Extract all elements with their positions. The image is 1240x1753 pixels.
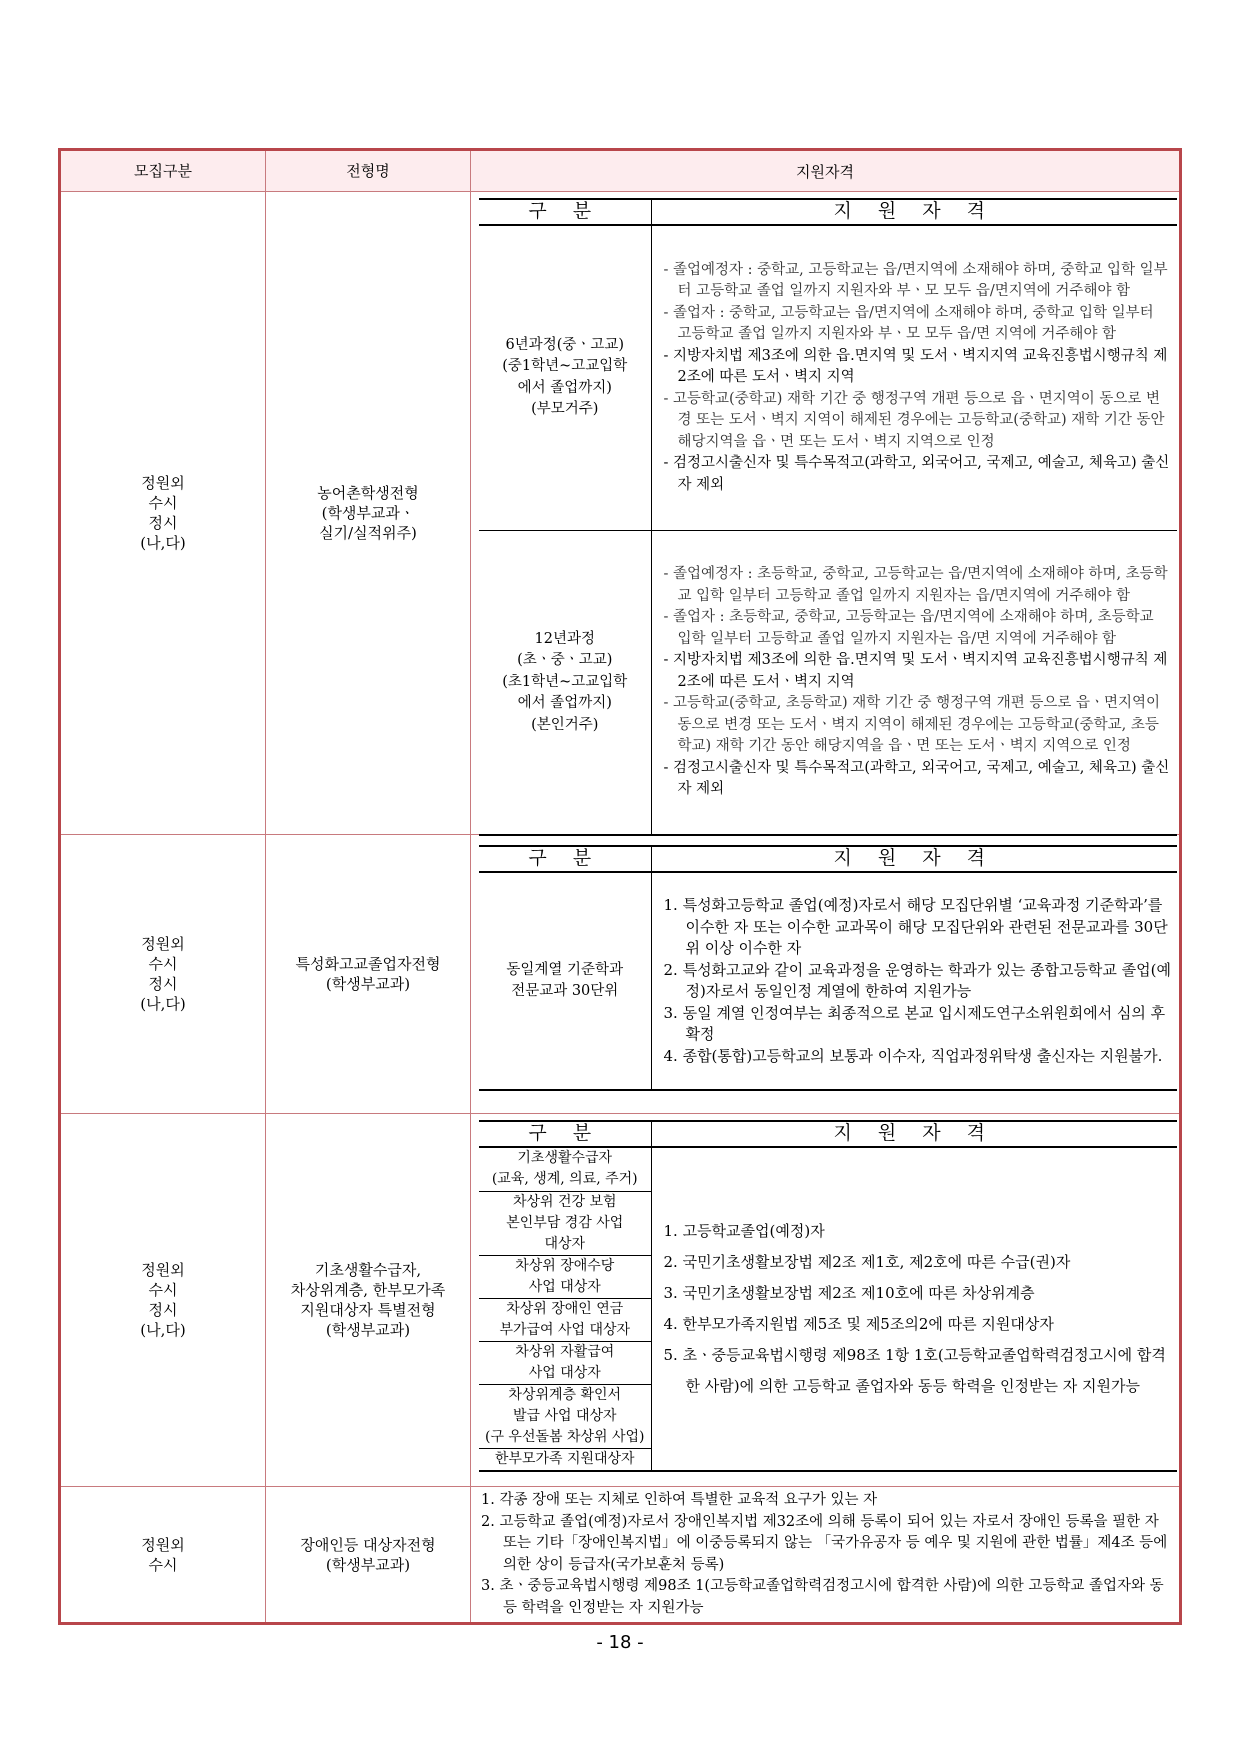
header-name: 전형명 [266, 151, 471, 191]
group-label: 기초생활수급자 (교육, 생계, 의료, 주거) [479, 1147, 651, 1191]
row-category: 정원외 수시 정시 (나,다) [61, 192, 266, 834]
group-content [651, 225, 1177, 530]
inner-head-category: 구 분 [479, 199, 651, 225]
inner-head-category: 구 분 [479, 846, 651, 872]
row-name: 농어촌학생전형 (학생부교과ㆍ 실기/실적위주) [266, 192, 471, 834]
group-label: 6년과정(중ㆍ고교) (중1학년~고교입학 에서 졸업까지) (부모거주) [479, 225, 651, 530]
list-item: 2. 특성화고교와 같이 교육과정을 운영하는 학과가 있는 종합고등학교 졸업(예정)자로서 동일인정 계열에 한하여 지원가능 [663, 960, 1172, 1000]
inner-head-qualification: 지 원 자 격 [651, 1121, 1177, 1147]
list-item: 4. 종합(통합)고등학교의 보통과 이수자, 직업과정위탁생 출신자는 지원불가. [663, 1046, 1163, 1065]
group-label: 차상위 자활급여 사업 대상자 [479, 1341, 651, 1384]
row-content [471, 1487, 1179, 1622]
list-item: 2. 고등학교 졸업(예정)자로서 장애인복지법 제32조에 의해 등록이 되어 있는 자로서 장애인 등록을 필한 자 또는 기타「장애인복지법」에 이중등록되지 않는 「국가유공자 등 예우 및 지원에 관한 법률」제4조 등에 의한 상이 등급자(국가보훈처 등록) [481, 1513, 1168, 1573]
list-item: 5. 초ㆍ중등교육법시행령 제98조 1항 1호(고등학교졸업학력검정고시에 합격한 사람)에 의한 고등학교 졸업자와 동등 학력을 인정받는 자 지원가능 [663, 1345, 1166, 1395]
list-item: - 졸업예정자 : 초등학교, 중학교, 고등학교는 읍/면지역에 소재해야 하며, 초등학교 입학 일부터 고등학교 졸업 일까지 지원자는 읍/면지역에 거주해야 함 [663, 566, 1168, 604]
group-label: 동일계열 기준학과 전문교과 30단위 [479, 872, 651, 1090]
header-category: 모집구분 [61, 151, 266, 191]
list-item: - 졸업자 : 초등학교, 중학교, 고등학교는 읍/면지역에 소재해야 하며, 초등학교 입학 일부터 고등학교 졸업 일까지 지원자는 읍/면 지역에 거주해야 함 [663, 609, 1154, 647]
list-item: - 졸업자 : 중학교, 고등학교는 읍/면지역에 소재해야 하며, 중학교 입학 일부터 고등학교 졸업 일까지 지원자와 부ㆍ모 모두 읍/면 지역에 거주해야 함 [663, 304, 1154, 342]
list-item: - 고등학교(중학교, 초등학교) 재학 기간 중 행정구역 개편 등으로 읍ㆍ면지역이 동으로 변경 또는 도서ㆍ벽지 지역이 해제된 경우에는 고등학교(중학교, 초등학교) 재학 기간 동안 해당지역을 읍ㆍ면 또는 도서ㆍ벽지 지역으로 인정 [663, 695, 1161, 754]
group-label: 차상위계층 확인서 발급 사업 대상자 (구 우선돌봄 차상위 사업) [479, 1384, 651, 1448]
table-row [61, 834, 1179, 1113]
table-row [61, 1113, 1179, 1486]
inner-head-qualification: 지 원 자 격 [651, 846, 1177, 872]
group-label: 한부모가족 지원대상자 [479, 1448, 651, 1471]
list-item: - 졸업예정자 : 중학교, 고등학교는 읍/면지역에 소재해야 하며, 중학교 입학 일부터 고등학교 졸업 일까지 지원자와 부ㆍ모 모두 읍/면지역에 거주해야 함 [663, 261, 1168, 299]
row-name: 특성화고교졸업자전형 (학생부교과) [266, 835, 471, 1113]
inner-table [479, 1120, 1177, 1472]
group-label: 차상위 장애수당 사업 대상자 [479, 1255, 651, 1298]
list-item: - 고등학교(중학교) 재학 기간 중 행정구역 개편 등으로 읍ㆍ면지역이 동으로 변경 또는 도서ㆍ벽지 지역이 해제된 경우에는 고등학교(중학교) 재학 기간 동안 해당지역을 읍ㆍ면 또는 도서ㆍ벽지 지역으로 인정 [663, 390, 1165, 450]
table-header [61, 151, 1179, 191]
inner-table [479, 198, 1177, 836]
row-category: 정원외 수시 [61, 1487, 266, 1622]
group-label: 12년과정 (초ㆍ중ㆍ고교) (초1학년~고교입학 에서 졸업까지) (본인거주) [479, 530, 651, 835]
row-category: 정원외 수시 정시 (나,다) [61, 1114, 266, 1486]
list-item: 3. 초ㆍ중등교육법시행령 제98조 1(고등학교졸업학력검정고시에 합격한 사람)에 의한 고등학교 졸업자와 동등 학력을 인정받는 자 지원가능 [481, 1578, 1164, 1616]
page-number: - 18 - [596, 1632, 644, 1653]
row-name: 기초생활수급자, 차상위계층, 한부모가족 지원대상자 특별전형 (학생부교과) [266, 1114, 471, 1486]
inner-table [479, 845, 1177, 1091]
admission-table [58, 148, 1182, 1625]
list-item: - 지방자치법 제3조에 의한 읍.면지역 및 도서ㆍ벽지지역 교육진흥법시행규칙 제2조에 따른 도서ㆍ벽지 지역 [663, 652, 1168, 690]
row-category: 정원외 수시 정시 (나,다) [61, 835, 266, 1113]
group-label: 차상위 건강 보험 본인부담 경감 사업 대상자 [479, 1191, 651, 1255]
list-item: 3. 국민기초생활보장법 제2조 제10호에 따른 차상위계층 [663, 1283, 1035, 1302]
inner-head-qualification: 지 원 자 격 [651, 199, 1177, 225]
group-label: 차상위 장애인 연금 부가급여 사업 대상자 [479, 1298, 651, 1341]
table-row [61, 1486, 1179, 1622]
group-content [651, 1147, 1177, 1471]
table-row [61, 191, 1179, 834]
list-item: - 지방자치법 제3조에 의한 읍.면지역 및 도서ㆍ벽지지역 교육진흥법시행규칙 제2조에 따른 도서ㆍ벽지 지역 [663, 347, 1168, 385]
list-item: 4. 한부모가족지원법 제5조 및 제5조의2에 따른 지원대상자 [663, 1314, 1054, 1333]
row-name: 장애인등 대상자전형 (학생부교과) [266, 1487, 471, 1622]
list-item: - 검정고시출신자 및 특수목적고(과학고, 외국어고, 국제고, 예술고, 체육고) 출신자 제외 [663, 759, 1170, 797]
list-item: - 검정고시출신자 및 특수목적고(과학고, 외국어고, 국제고, 예술고, 체육고) 출신자 제외 [663, 455, 1170, 493]
group-content [651, 530, 1177, 835]
list-item: 3. 동일 계열 인정여부는 최종적으로 본교 입시제도연구소위원회에서 심의 후 확정 [663, 1003, 1166, 1043]
list-item: 1. 고등학교졸업(예정)자 [663, 1221, 825, 1240]
group-content [651, 872, 1177, 1090]
inner-head-category: 구 분 [479, 1121, 651, 1147]
list-item: 2. 국민기초생활보장법 제2조 제1호, 제2호에 따른 수급(권)자 [663, 1252, 1071, 1271]
header-qualification: 지원자격 [796, 162, 854, 181]
list-item: 1. 특성화고등학교 졸업(예정)자로서 해당 모집단위별 ‘교육과정 기준학과’를 이수한 자 또는 이수한 교과목이 해당 모집단위와 관련된 전문교과를 30단위 이상 이수한 자 [663, 896, 1168, 957]
list-item: 1. 각종 장애 또는 지체로 인하여 특별한 교육적 요구가 있는 자 [481, 1492, 878, 1508]
